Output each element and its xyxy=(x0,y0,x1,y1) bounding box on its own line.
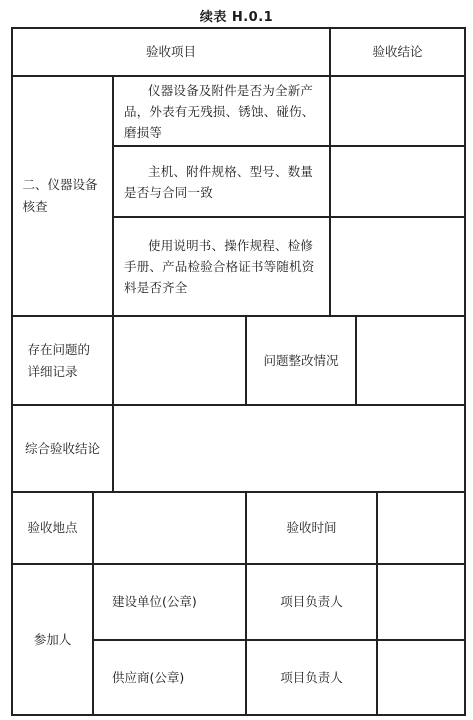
divider-issues-right xyxy=(355,315,357,406)
section2-label-line2: 核查 xyxy=(22,199,48,214)
section2-label-line1: 二、仪器设备 xyxy=(22,177,98,192)
section2-item-2-text: 主机、附件规格、型号、数量是否与合同一致 xyxy=(124,163,314,200)
divider-label-col xyxy=(112,75,114,493)
section2-item-3-text: 使用说明书、操作规程、检修手册、产品检验合格证书等随机资料是否齐全 xyxy=(124,238,315,295)
participant-org-2: 供应商(公章) xyxy=(112,669,185,685)
divider-bottom-label-col xyxy=(92,491,94,716)
summary-label: 综合验收结论 xyxy=(24,440,100,456)
section2-item-1-text: 仪器设备及附件是否为全新产品，外表有无残损、锈蚀、碰伤、磨损等 xyxy=(124,82,315,140)
section2-item-1 xyxy=(124,77,324,145)
section2-item-2 xyxy=(124,147,324,216)
participant-role-2: 项目负责人 xyxy=(280,669,343,685)
divider-bottom-right xyxy=(376,491,378,716)
issues-label-line1: 存在问题的 xyxy=(27,341,91,357)
border-right xyxy=(464,27,466,716)
border-bottom xyxy=(11,714,466,716)
participant-org-1: 建设单位(公章) xyxy=(112,594,197,609)
section2-item-3 xyxy=(124,218,324,315)
participants-label: 参加人 xyxy=(33,631,72,647)
issues-label-line2: 详细记录 xyxy=(27,363,78,379)
issues-fix-label: 问题整改情况 xyxy=(263,352,339,368)
section2-label xyxy=(13,77,112,315)
issues-label xyxy=(13,317,112,404)
place-label: 验收地点 xyxy=(27,520,78,535)
time-label: 验收时间 xyxy=(286,520,337,535)
participant-role-1: 项目负责人 xyxy=(280,594,343,609)
header-item: 验收项目 xyxy=(145,44,196,59)
header-conclusion: 验收结论 xyxy=(372,44,423,59)
table-title: 续表 H.0.1 xyxy=(199,10,274,25)
